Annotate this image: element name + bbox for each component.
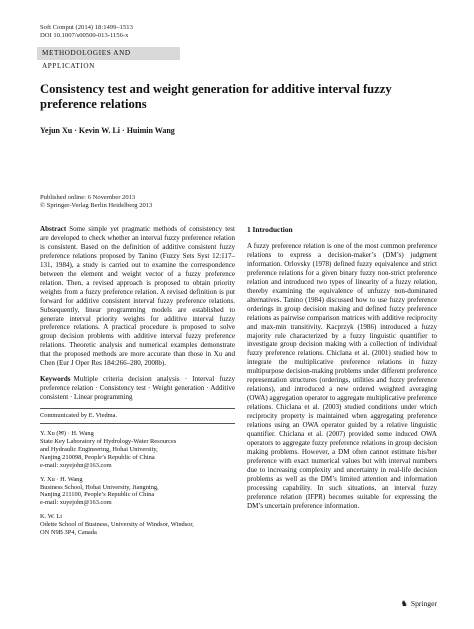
springer-horse-icon: ♞ (400, 599, 408, 608)
affiliation-line: Y. Xu (✉) · H. Wang (40, 430, 94, 438)
abstract-label: Abstract (40, 225, 67, 233)
abstract-text: Some simple yet pragmatic methods of consistency test are developed to check whether an interval fuzzy preference relation is consistent. Based on the definition of additive consistent fuzzy preference relations proposed by Tanino (Fuzzy Sets Syst 12:117–131, 1984), a study is carried out to examine the correspondence between the element and weight vector of a fuzzy preference relation. Then, a revised approach is proposed to obtain priority weights from a fuzzy preference relation. A revised definition is put forward for additive consistent interval fuzzy preference relations. Subsequently, linear programming models are established to generate interval priority weights for additive interval fuzzy preference relations. A practical procedure is proposed to solve group decision problems with additive interval fuzzy preference relations. Theoretic analysis and numerical examples demonstrate that the proposed methods are more accurate than those in Xu and Chen (Eur J Oper Res 184:266–280, 2008b). (40, 225, 235, 368)
affiliation-line: Odette School of Business, University of Windsor, Windsor, (40, 521, 194, 529)
affiliation-line: and Hydraulic Engineering, Hohai University, (40, 445, 158, 453)
copyright: © Springer-Verlag Berlin Heidelberg 2013 (40, 202, 153, 210)
publisher-name: Springer (410, 599, 437, 608)
journal-citation: Soft Comput (2014) 18:1499–1513 (40, 24, 133, 31)
affiliation-block-1 (40, 430, 235, 470)
doi: DOI 10.1007/s00500-013-1156-x (40, 32, 129, 40)
abstract (40, 225, 235, 368)
author-list: Yejun Xu · Kevin W. Li · Huimin Wang (40, 126, 175, 135)
affiliation-line: Nanjing 211100, People’s Republic of China (40, 491, 155, 499)
publisher-logo (401, 599, 437, 608)
affiliation-line: K. W. Li (40, 513, 63, 521)
affiliation-line: ON N9B 3P4, Canada (40, 529, 97, 537)
paper-title: Consistency test and weight generation for additive interval fuzzy preference relations (40, 82, 392, 111)
affiliation-block-2 (40, 476, 235, 508)
right-column (247, 225, 437, 511)
author-email-link[interactable]: e-mail: xuyejohn@163.com (40, 499, 112, 507)
section-band: METHODOLOGIES AND APPLICATION (37, 47, 180, 60)
keywords-label: Keywords (40, 375, 71, 384)
communicated-by: Communicated by E. Viedma. (40, 412, 118, 420)
published-online: Published online: 6 November 2013 (40, 194, 136, 201)
author-email-link[interactable]: e-mail: xuyejohn@163.com (40, 461, 112, 469)
publication-info (40, 194, 152, 211)
affiliation-rule (40, 423, 235, 424)
affiliation-line: Nanjing 210098, People’s Republic of China (40, 453, 155, 461)
section-heading: 1 Introduction (247, 225, 293, 234)
keywords (40, 375, 235, 402)
affiliation-block-3 (40, 513, 235, 537)
journal-header (40, 24, 133, 41)
affiliation-line: Y. Xu · H. Wang (40, 475, 83, 483)
introduction-text: A fuzzy preference relation is one of the most common preference relations to express a decision-maker’s (DM’s) judgment information. Orlovsky (1978) defined fuzzy equivalence and strict preference relations for a given binary fuzzy non-strict preference relation and introduced two types of linearity of a fuzzy relation, thereby examining the equivalence of unfuzzy non-dominated alternatives. Tanino (1984) discussed how to use fuzzy preference orderings in group decision making and defined fuzzy preference relations as pairwise comparison matrices with additive reciprocity and max-min transitivity. Kacprzyk (1986) introduced a fuzzy majority rule characterized by a fuzzy linguistic quantifier to investigate group decision making with a collection of individual fuzzy preference relations. Chiclana et al. (2001) studied how to integrate the multiplicative preference relations in fuzzy multipurpose decision-making problems under different preference representation structures (orderings, utilities and fuzzy preference relations), and introduced a new ordered weighted averaging (OWA) aggregation operator to aggregate multiplicative preference relations. Chiclana et al. (2003) studied conditions under which reciprocity property is maintained when aggregating preference relations using an OWA operator guided by a relative linguistic quantifier. Chiclana et al. (2007) provided some induced OWA operators to aggregate fuzzy preference relations in group decision making problems. However, a DM often cannot estimate his/her preference with exact numerical values but with interval numbers due to increasing complexity and uncertainty in real-life decision problems as well as the DM’s limited attention and information processing capability. In such situations, an interval fuzzy preference relation (IFPR) becomes suitable for expressing the DM’s uncertain preference information. (247, 242, 437, 510)
keywords-text: Multiple criteria decision analysis · Interval fuzzy preference relation · Consistency test · Weight generation · Additive consistent · Linear programming (40, 375, 235, 402)
left-column (40, 225, 235, 537)
affiliation-line: Business School, Hohai University, Jiangning, (40, 483, 159, 491)
affiliation-line: State Key Laboratory of Hydrology-Water Resources (40, 438, 177, 446)
